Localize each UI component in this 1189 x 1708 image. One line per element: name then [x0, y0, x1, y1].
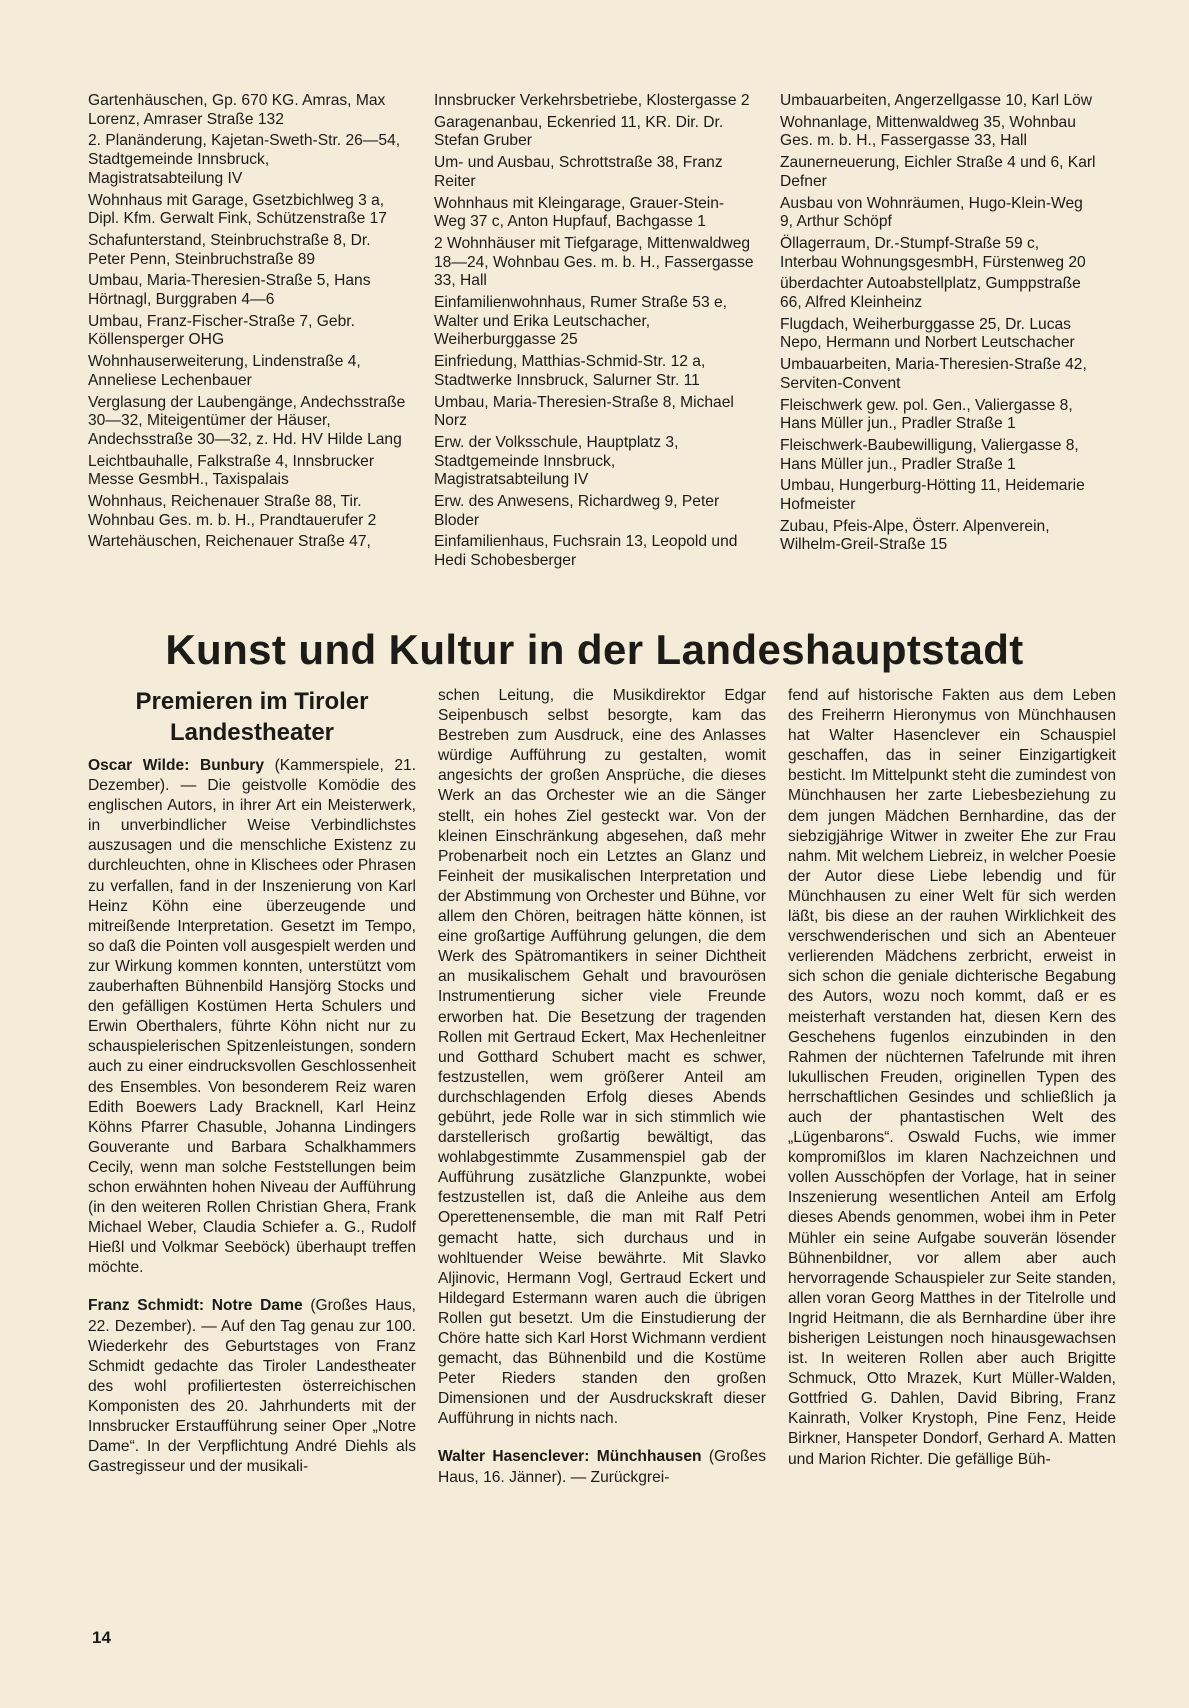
list-item: Garagenanbau, Eckenried 11, KR. Dir. Dr. Stefan Gruber — [434, 113, 724, 150]
permits-column-3 — [780, 92, 1100, 574]
section-headline: Kunst und Kultur in der Landeshauptstadt — [165, 626, 1024, 673]
list-item: Einfamilienhaus, Fuchsrain 13, Leopold und Hedi Schobesberger — [434, 533, 738, 570]
list-item: Wohnhaus, Reichenauer Straße 88, Tir. Wohnbau Ges. m. b. H., Prandtauerufer 2 — [88, 493, 377, 529]
permits-column-1 — [88, 92, 408, 574]
article-columns — [88, 686, 1116, 1488]
page-number: 14 — [92, 1628, 111, 1647]
list-item: überdachter Autoabstellplatz, Gumppstraße 66, Alfred Kleinheinz — [780, 275, 1081, 312]
review-notre-dame — [88, 1296, 416, 1477]
list-item: Umbauarbeiten, Maria-Theresien-Straße 42, Serviten-Convent — [780, 356, 1087, 392]
list-item: Ausbau von Wohnräumen, Hugo-Klein-Weg 9, Arthur Schöpf — [780, 194, 1083, 231]
article-column-1 — [88, 686, 416, 1488]
list-item: Wohnhauserweiterung, Lindenstraße 4, Anneliese Lechenbauer — [88, 353, 361, 389]
list-item: Verglasung der Laubengänge, Andechsstraße 30—32, Miteigentümer der Häuser, Andechsstraße 30—32, z. Hd. HV Hilde Lang — [88, 393, 406, 448]
review-title: Walter Hasenclever: Münchhausen — [438, 1448, 702, 1466]
review-text: fend auf historische Fakten aus dem Leben des Freiherrn Hieronymus von Münchhausen hat Walter Hasenclever ein Schauspiel geschaffen, das in seiner Einzigartigkeit besticht. Im Mittelpunkt steht die zumindest von Münchhausen her zarte Liebesbeziehung zu dem jungen Mädchen Bernhardine, das der siebzigjährige Witwer in zweiter Ehe zur Frau nahm. Mit welchem Liebreiz, in welcher Poesie der Autor diese Liebe lebendig und für Münchhausen zu einer Welt für sich werden läßt, bis diese an der rauhen Wirklichkeit des verschwenderischen und sich an Abenteuer verlierenden Mädchens zerbricht, erweist in sich schon die geniale dichterische Begabung des Autors, wozu noch kommt, daß er es meisterhaft verstanden hat, diesen Kern des Geschehens fugenlos einzubinden in den Rahmen der nüchternen Tafelrunde mit ihren lukullischen Freuden, originellen Typen des herrschaftlichen Gesindes und schließlich ja auch der phantastischen Welt des „Lügenbarons“. Oswald Fuchs, wie immer kompromißlos im klaren Nachzeichnen und vollen Ausschöpfen der Vorlage, hat in seiner Inszenierung wesentlichen Anteil am Erfolg dieses Abends genommen, wobei ihm in Peter Mühler ein seine Aufgabe souverän lösender Bühnenbildner, vor allem aber auch hervorragende Schauspieler zur Seite standen, allen voran Georg Matthes in der Titelrolle und Ingrid Heitmann, die als Bernhardine über ihre bisherigen Leistungen noch hinausgewachsen ist. In weiteren Rollen aber auch Brigitte Schmuck, Otto Mrazek, Kurt Müller-Walden, Gottfried G. Dahlen, David Bibring, Franz Kainrath, Volker Krystoph, Pine Fenz, Heide Birkner, Hanspeter Dondorf, Gerhard A. Matten und Marion Richter. Die gefällige Büh- — [788, 687, 1116, 1468]
list-item: 2 Wohnhäuser mit Tiefgarage, Mittenwaldweg 18—24, Wohnbau Ges. m. b. H., Fassergasse 33, Hall — [434, 234, 754, 290]
list-item: Umbau, Hungerburg-Hötting 11, Heidemarie Hofmeister — [780, 477, 1085, 514]
list-item: Gartenhäuschen, Gp. 670 KG. Amras, Max Lorenz, Amraser Straße 132 — [88, 92, 386, 128]
review-title: Franz Schmidt: Notre Dame — [88, 1297, 303, 1315]
review-muenchhausen — [438, 1447, 766, 1487]
list-item: Zubau, Pfeis-Alpe, Österr. Alpenverein, Wilhelm-Greil-Straße 15 — [780, 517, 1050, 554]
review-text: schen Leitung, die Musikdirektor Edgar Seipenbusch selbst besorgte, kam das Bestreben zum Ausdruck, eine des Anlasses würdige Aufführung zu gestalten, womit angesichts der großen Ansprüche, die dieses Werk an das Orchester wie an die Sänger stellt, ein hohes Ziel gesteckt war. Von der kleinen Einschränkung abgesehen, daß mehr Probenarbeit noch ein Letztes an Glanz und Feinheit der musikalischen Interpretation und der Abstimmung von Orchester und Bühne, vor allem den Chören, beitragen hätte können, ist eine großartige Aufführung gelungen, die dem Werk des Spätromantikers in seiner Dichtheit an musikalischem Gehalt und bravourösen Instrumentierung sicher viele Freunde erworben hat. Die Besetzung der tragenden Rollen mit Gertraud Eckert, Max Hechenleitner und Gotthard Schubert macht es schwer, festzustellen, wem größerer Anteil am durchschlagenden Erfolg dieses Abends gebührt, jede Rolle war in sich stimmlich wie darstellerisch großartig bewältigt, das wohlabgestimmte Zusammenspiel gab der Aufführung zusätzliche Glanzpunkte, wobei festzustellen ist, daß die Anleihe aus dem Operettenensemble, die man mit Ralf Petri gemacht hatte, sich durchaus und in wohltuender Weise bewährte. Mit Slavko Aljinovic, Hermann Vogl, Gertraud Eckert und Hildegard Estermann waren auch die übrigen Rollen gut besetzt. Um die Einstudierung der Chöre hatte sich Karl Horst Wichmann verdient gemacht, das Bühnenbild und die Kostüme Peter Rieders standen den großen Dimensionen und der Ausdruckskraft dieser Aufführung in nichts nach. — [438, 687, 766, 1428]
article-subheadline: Premieren im Tiroler Landestheater — [135, 688, 369, 746]
article-column-2 — [438, 686, 766, 1488]
permits-column-2 — [434, 92, 754, 574]
list-item: Umbau, Maria-Theresien-Straße 8, Michael Norz — [434, 393, 734, 430]
list-item: Umbau, Maria-Theresien-Straße 5, Hans Hörtnagl, Burggraben 4—6 — [88, 272, 371, 309]
list-item: Flugdach, Weiherburggasse 25, Dr. Lucas Nepo, Hermann und Norbert Leutschacher — [780, 315, 1075, 352]
list-item: Schafunterstand, Steinbruchstraße 8, Dr. Peter Penn, Steinbruchstraße 89 — [88, 231, 371, 268]
review-text: (Großes Haus, 22. Dezember). — Auf den Tag genau zur 100. Wiederkehr des Geburtstages von Franz Schmidt gedachte das Tiroler Landestheater des wohl profiliertesten österreichischen Komponisten des 20. Jahrhunderts mit der Innsbrucker Erstaufführung seiner Oper „Notre Dame“. In der Verpflichtung André Diehls als Gastregisseur und der musikali- — [88, 1297, 416, 1476]
review-text: (Großes Haus, 16. Jänner). — Zurückgrei- — [438, 1448, 766, 1486]
list-item: Innsbrucker Verkehrsbetriebe, Klostergasse 2 — [434, 92, 750, 109]
list-item: 2. Planänderung, Kajetan-Sweth-Str. 26—54, Stadtgemeinde Innsbruck, Magistratsabteilung IV — [88, 132, 401, 187]
list-item: Leichtbauhalle, Falkstraße 4, Innsbrucker Messe GesmbH., Taxispalais — [88, 452, 375, 489]
list-item: Um- und Ausbau, Schrottstraße 38, Franz Reiter — [434, 154, 723, 190]
list-item: Wartehäuschen, Reichenauer Straße 47, — [88, 533, 371, 551]
list-item: Einfamilienwohnhaus, Rumer Straße 53 e, Walter und Erika Leutschacher, Weiherburggasse 25 — [434, 294, 727, 349]
list-item: Fleischwerk-Baubewilligung, Valiergasse 8, Hans Müller jun., Pradler Straße 1 — [780, 436, 1079, 473]
list-item: Umbauarbeiten, Angerzellgasse 10, Karl Löw — [780, 92, 1093, 109]
building-permits-list — [88, 92, 1100, 574]
article-column-3 — [788, 686, 1116, 1488]
list-item: Umbau, Franz-Fischer-Straße 7, Gebr. Köllensperger OHG — [88, 312, 355, 349]
list-item: Wohnanlage, Mittenwaldweg 35, Wohnbau Ges. m. b. H., Fassergasse 33, Hall — [780, 113, 1076, 150]
list-item: Erw. des Anwesens, Richardweg 9, Peter Bloder — [434, 493, 720, 529]
list-item: Wohnhaus mit Kleingarage, Grauer-Stein-Weg 37 c, Anton Hupfauf, Bachgasse 1 — [434, 194, 725, 231]
list-item: Zaunerneuerung, Eichler Straße 4 und 6, Karl Defner — [780, 154, 1096, 190]
review-title: Oscar Wilde: Bunbury — [88, 757, 265, 774]
review-bunbury — [88, 756, 416, 1278]
list-item: Wohnhaus mit Garage, Gsetzbichlweg 3 a, Dipl. Kfm. Gerwalt Fink, Schützenstraße 17 — [88, 191, 387, 228]
list-item: Einfriedung, Matthias-Schmid-Str. 12 a, Stadtwerke Innsbruck, Salurner Str. 11 — [434, 353, 706, 389]
list-item: Erw. der Volksschule, Hauptplatz 3, Stadtgemeinde Innsbruck, Magistratsabteilung IV — [434, 433, 679, 489]
review-text: (Kammerspiele, 21. Dezember). — Die geistvolle Komödie des englischen Autors, in ihrer Art ein Meisterwerk, in unverbindlicher Weise Verbindlichstes auszusagen und die menschliche Existenz zu durchleuchten, ohne in Klischees oder Phrasen zu verfallen, fand in der Inszenierung von Karl Heinz Köhn eine überzeugende und mitreißende Interpretation. Gesetzt im Tempo, so daß die Pointen voll ausgespielt werden und zur Wirkung kommen konnten, unterstützt vom zauberhaften Bühnenbild Hansjörg Stocks und den gefälligen Kostümen Herta Schulers und Erwin Oberthalers, führte Köhn nicht nur zu schauspielerischen Spitzenleistungen, sondern auch zu einer eindrucksvollen Geschlossenheit des Ensembles. Von besonderem Reiz waren Edith Boewers Lady Bracknell, Karl Heinz Köhns Pfarrer Chasuble, Johanna Lindingers Gouverante und Barbara Schalkhammers Cecily, wenn man solche Feststellungen beim schon erwähnten hohen Niveau der Aufführung (in den weiteren Rollen Christian Ghera, Frank Michael Weber, Claudia Schiefer a. G., Rudolf Hießl und Volkmar Seeböck) überhaupt treffen möchte. — [88, 757, 416, 1277]
list-item: Fleischwerk gew. pol. Gen., Valiergasse 8, Hans Müller jun., Pradler Straße 1 — [780, 396, 1073, 433]
list-item: Öllagerraum, Dr.-Stumpf-Straße 59 c, Interbau WohnungsgesmbH, Fürstenweg 20 — [780, 234, 1086, 271]
